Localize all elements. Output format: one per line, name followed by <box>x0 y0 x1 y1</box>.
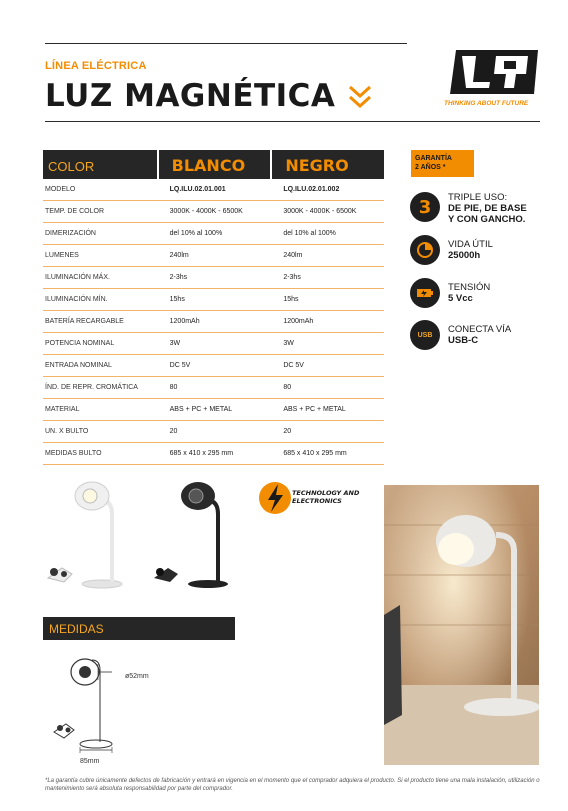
spec-row <box>43 201 384 223</box>
spec-row <box>43 223 384 245</box>
tech-badge <box>292 489 359 505</box>
spec-label: ILUMINACIÓN MÍN. <box>45 296 108 303</box>
spec-row <box>43 377 384 399</box>
spec-label: UN. X BULTO <box>45 428 89 435</box>
spec-table-header <box>43 150 384 179</box>
lifestyle-photo <box>384 485 539 765</box>
spec-table <box>43 150 384 465</box>
spec-row <box>43 267 384 289</box>
spec-label: BATERÍA RECARGABLE <box>45 318 124 325</box>
feature-line: CONECTA VÍA <box>448 324 512 335</box>
spec-row <box>43 311 384 333</box>
spec-row <box>43 355 384 377</box>
spec-value-blanco: 3000K - 4000K - 6500K <box>169 208 243 215</box>
spec-label: POTENCIA NOMINAL <box>45 340 115 347</box>
diameter-label: ø52mm <box>125 673 149 680</box>
spec-label: MATERIAL <box>45 406 80 413</box>
double-chevron-icon <box>348 84 372 110</box>
warranty-badge <box>411 150 474 177</box>
logo-tagline: THINKING ABOUT FUTURE <box>444 100 529 107</box>
battery-icon <box>410 278 440 308</box>
header-color: COLOR <box>48 159 95 174</box>
spec-row <box>43 333 384 355</box>
spec-label: ÍND. DE REPR. CROMÁTICA <box>45 384 138 391</box>
spec-label: MEDIDAS BULTO <box>45 450 102 457</box>
spec-label: ENTRADA NOMINAL <box>45 362 112 369</box>
spec-value-negro: 3W <box>283 340 294 347</box>
spec-label: MODELO <box>45 186 76 193</box>
spec-row <box>43 179 384 201</box>
spec-value-negro: 2-3hs <box>283 274 301 281</box>
spec-value-negro: del 10% al 100% <box>283 230 336 237</box>
spec-value-negro: 685 x 410 x 295 mm <box>283 450 347 457</box>
feature-line: 5 Vcc <box>448 293 473 304</box>
spec-value-blanco: 685 x 410 x 295 mm <box>169 450 234 457</box>
tech-line: ELECTRONICS <box>292 497 342 505</box>
dimension-diagram <box>40 650 200 772</box>
spec-value-negro: 240lm <box>283 252 303 259</box>
spec-value-negro: 3000K - 4000K - 6500K <box>283 208 357 215</box>
spec-value-blanco: 2-3hs <box>169 274 188 281</box>
feature-line: USB-C <box>448 335 479 346</box>
warranty-line1: GARANTÍA <box>415 155 452 162</box>
top-rule <box>45 43 407 44</box>
number-3-icon: 3 <box>410 192 440 222</box>
spec-value-blanco: 3W <box>169 340 181 347</box>
spec-value-negro: 20 <box>283 428 292 435</box>
header-blanco: BLANCO <box>157 150 271 179</box>
warranty-line2: 2 AÑOS * <box>415 164 446 171</box>
feature-line: VIDA ÚTIL <box>448 239 493 250</box>
spec-label: TEMP. DE COLOR <box>45 208 104 215</box>
clock-icon <box>410 235 440 265</box>
spec-row <box>43 245 384 267</box>
header-divider <box>45 121 540 122</box>
spec-label: ILUMINACIÓN MÁX. <box>45 274 110 281</box>
spec-row <box>43 443 384 465</box>
spec-value-blanco: 240lm <box>169 252 189 259</box>
product-line: LÍNEA ELÉCTRICA <box>45 60 147 72</box>
spec-value-blanco: DC 5V <box>169 362 191 369</box>
spec-value-blanco: 80 <box>169 384 178 391</box>
tech-line: TECHNOLOGY AND <box>292 489 360 497</box>
spec-value-negro: ABS + PC + METAL <box>283 406 346 413</box>
spec-value-blanco: 15hs <box>169 296 185 303</box>
page-title: LUZ MAGNÉTICA <box>45 78 336 114</box>
black-lamp-image <box>148 478 238 590</box>
spec-value-blanco: del 10% al 100% <box>169 230 223 237</box>
spec-row <box>43 421 384 443</box>
feature-line: DE PIE, DE BASE <box>448 203 527 214</box>
spec-value-negro: 1200mAh <box>283 318 314 325</box>
spec-value-negro: 15hs <box>283 296 299 303</box>
spec-value-negro: DC 5V <box>283 362 304 369</box>
feature-line: TRIPLE USO: <box>448 192 508 203</box>
white-lamp-image <box>42 478 132 590</box>
spec-value-blanco: LQ.ILU.02.01.001 <box>169 186 226 193</box>
feature-line: TENSIÓN <box>448 282 491 293</box>
spec-row <box>43 289 384 311</box>
spec-label: LUMENES <box>45 252 79 259</box>
spec-value-negro: LQ.ILU.02.01.002 <box>283 186 340 193</box>
warranty-footnote: *La garantía cubre únicamente defectos de fabricación y entrará en vigencia en el momento que el comprador adquiera el producto. Si el producto tiene una mala instalación, utilización o mantenimiento será absoluta responsabilidad por parte del comprador. <box>45 778 540 792</box>
feature-line: Y CON GANCHO. <box>448 214 526 225</box>
spec-row <box>43 399 384 421</box>
feature-line: 25000h <box>448 250 481 261</box>
usb-icon: USB <box>410 320 440 350</box>
spec-value-negro: 80 <box>283 384 292 391</box>
header-negro: NEGRO <box>270 150 384 179</box>
spec-value-blanco: 20 <box>169 428 178 435</box>
medidas-header: MEDIDAS <box>43 617 235 640</box>
spec-value-blanco: ABS + PC + METAL <box>169 406 233 413</box>
spec-label: DIMERIZACIÓN <box>45 230 96 237</box>
spec-value-blanco: 1200mAh <box>169 318 200 325</box>
base-width-label: 85mm <box>80 758 100 765</box>
